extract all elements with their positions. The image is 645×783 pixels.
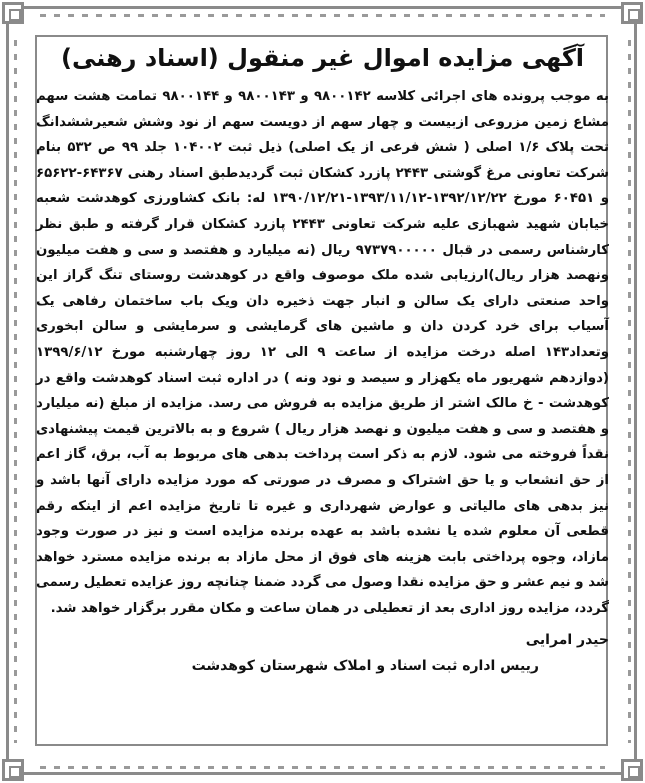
notice-content	[36, 44, 609, 753]
corner-ornament	[621, 759, 643, 781]
signatory-title: رییس اداره ثبت اسناد و املاک شهرستان کوهدشت	[191, 658, 539, 675]
notice-body: به موجب پرونده های اجرائی کلاسه ۹۸۰۰۱۴۲ و ۹۸۰۰۱۴۳ و ۹۸۰۰۱۴۴ تمامت هشت سهم مشاع زمین مزروعی ازبیست و چهار سهم از دویست سهم از نود وشش شعیرششدانگ تحت پلاک ۱/۶ اصلی ( شش فرعی از یک اصلی) ذیل ثبت ۱۰۴۰۰۲ جلد ۹۹ ص ۵۳۲ بنام شرکت تعاونی مرغ گوشتی ۲۴۴۳ پازرد کشکان ثبت گردیدطبق اسناد رهنی ۶۴۳۶۷-۶۵۶۲۲ و ۶۰۴۵۱ مورخ ۱۳۹۲/۱۲/۲۲-۱۳۹۳/۱۱/۱۲-۱۳۹۰/۱۲/۲۱ له: بانک کشاورزی کوهدشت شعبه خیابان شهید شهبازی علیه شرکت تعاونی ۲۴۴۳ پازرد کشکان قرار گرفته و طبق نظر کارشناس رسمی در قبال ۹۷۳۷۹۰۰۰۰۰ ریال (نه میلیارد و هفتصد و سی و هفت میلیون ونهصد هزار ریال)ارزیابی شده ملک موصوف واقع در کوهدشت روستای تنگ گراز این واحد صنعتی دارای یک سالن و انبار جهت ذخیره دان ویک باب ساختمان رفاهی یک آسیاب برای خرد کردن دان و ماشین های گرمایشی و سرمایشی و سالن ابخوری وتعداد۱۴۳ اصله درخت مزایده از ساعت ۹ الی ۱۲ روز چهارشنبه مورخ ۱۳۹۹/۶/۱۲ (دوازدهم شهریور ماه یکهزار و سیصد و نود ونه ) در اداره ثبت اسناد کوهدشت واقع در کوهدشت - خ مالک اشتر از طریق مزایده به فروش می رسد. مزایده از مبلغ (نه میلیارد و هفتصد و سی و هفت میلیون و نهصد هزار ریال ) شروع و به بالاترین قیمت پیشنهادی نقداً فروخته می شود. لازم به ذکر است پرداخت بدهی های مربوط به آب، برق، گاز اعم از حق انشعاب و یا حق اشتراک و مصرف در صورتی که مورد مزایده دارای آنها باشد و نیز بدهی های مالیاتی و عوارض شهرداری و غیره تا تاریخ مزایده اعم از اینکه رقم قطعی آن معلوم شده یا نشده باشد به عهده برنده مزایده است و نیز در صورت وجود مازاد، وجوه پرداختی بابت هزینه های فوق از محل مازاد به برنده مزایده مسترد خواهد شد و نیم عشر و حق مزایده نقدا وصول می گردد ضمنا چنانچه روز عزایده تعطیل رسمی گردد، مزایده روز اداری بعد از تعطیلی در همان ساعت و مکان مقرر برگزار خواهد شد.	[36, 89, 610, 616]
border-ornament-left	[14, 40, 17, 743]
corner-ornament	[2, 759, 24, 781]
corner-ornament	[621, 2, 643, 24]
signature-block	[36, 627, 609, 679]
border-ornament-bottom	[40, 766, 605, 769]
border-ornament-top	[40, 14, 605, 17]
corner-ornament	[2, 2, 24, 24]
signatory-name: حیدر امرایی	[525, 632, 609, 649]
notice-title: آگهی مزایده اموال غیر منقول (اسناد رهنی)	[60, 44, 585, 72]
border-ornament-right	[628, 40, 631, 743]
